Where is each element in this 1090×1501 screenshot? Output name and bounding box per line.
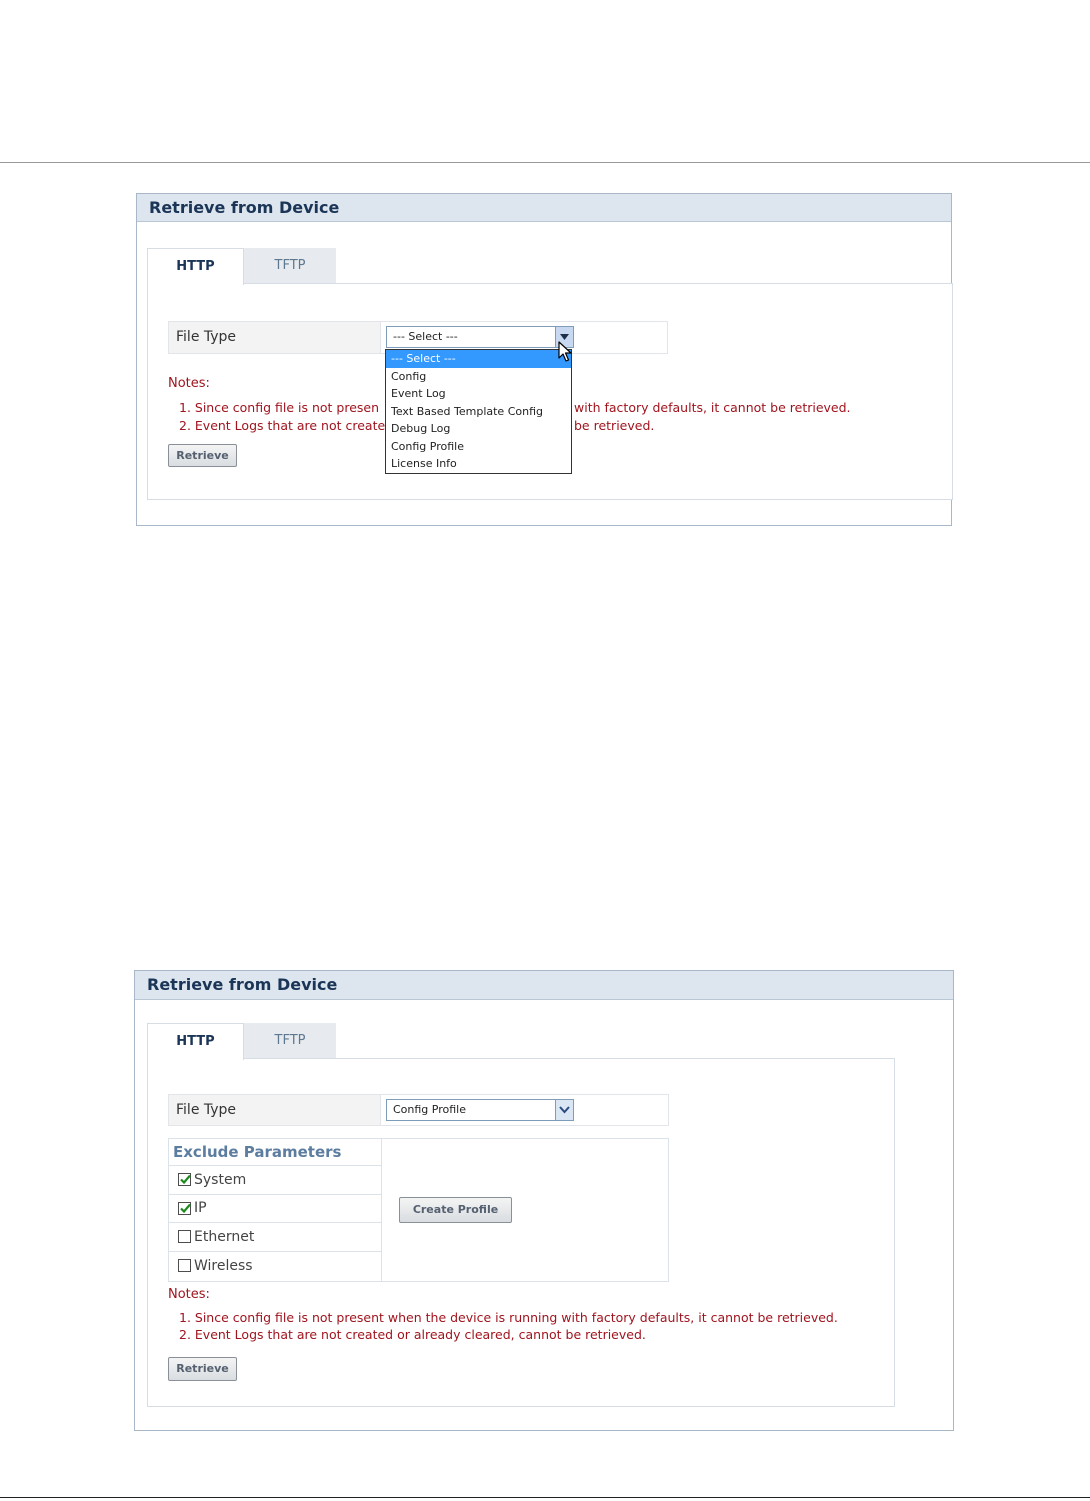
- exclude-item-ethernet[interactable]: [169, 1223, 381, 1252]
- dropdown-option[interactable]: Text Based Template Config: [391, 404, 543, 418]
- panel-title: Retrieve from Device: [137, 194, 951, 222]
- note-1-left: 1. Since config file is not presen: [179, 400, 380, 415]
- file-type-select[interactable]: [386, 326, 574, 348]
- file-type-label: File Type: [169, 1095, 381, 1125]
- exclude-parameters-box: [168, 1138, 669, 1282]
- retrieve-button[interactable]: Retrieve: [168, 1357, 237, 1381]
- tab-tftp[interactable]: TFTP: [244, 248, 336, 284]
- system-label: System: [194, 1171, 247, 1188]
- note-2-left: 2. Event Logs that are not create: [179, 418, 386, 433]
- select-value: --- Select ---: [393, 330, 458, 343]
- tab-http[interactable]: HTTP: [147, 1023, 244, 1060]
- exclude-item-ip[interactable]: [169, 1195, 381, 1224]
- file-type-row: [168, 1094, 669, 1126]
- panel-title: Retrieve from Device: [135, 971, 953, 1000]
- file-type-dropdown-list[interactable]: [385, 349, 572, 474]
- dropdown-option[interactable]: Event Log: [391, 387, 446, 400]
- retrieve-panel-config-profile: [134, 970, 954, 1431]
- checkmark-icon: [179, 1202, 192, 1215]
- exclude-parameters-title: Exclude Parameters: [169, 1139, 381, 1166]
- note-1-right: with factory defaults, it cannot be retrieved.: [574, 400, 851, 415]
- notes-title: Notes:: [168, 376, 210, 391]
- note-1: 1. Since config file is not present when the device is running with factory defaults, it cannot be retrieved.: [179, 1310, 838, 1325]
- ip-label: IP: [194, 1200, 207, 1217]
- chevron-down-icon[interactable]: [555, 1100, 573, 1120]
- top-divider: [0, 162, 1090, 163]
- exclude-item-wireless[interactable]: [169, 1252, 381, 1281]
- exclude-item-system[interactable]: [169, 1166, 381, 1195]
- mouse-cursor-icon: [558, 341, 572, 363]
- dropdown-option[interactable]: License Info: [391, 457, 457, 470]
- dropdown-option[interactable]: --- Select ---: [386, 350, 571, 368]
- select-value: Config Profile: [393, 1103, 466, 1116]
- exclude-parameters-list: [169, 1139, 382, 1281]
- ethernet-checkbox[interactable]: [178, 1230, 191, 1243]
- bottom-divider: [0, 1497, 1090, 1498]
- tab-http[interactable]: HTTP: [147, 248, 244, 285]
- wireless-checkbox[interactable]: [178, 1259, 191, 1272]
- ip-checkbox[interactable]: [178, 1202, 191, 1215]
- tab-tftp[interactable]: TFTP: [244, 1023, 336, 1059]
- note-2-right: be retrieved.: [574, 418, 655, 433]
- dropdown-option[interactable]: Config Profile: [391, 439, 464, 453]
- note-2: 2. Event Logs that are not created or already cleared, cannot be retrieved.: [179, 1327, 646, 1342]
- create-profile-button[interactable]: Create Profile: [399, 1197, 512, 1223]
- file-type-label: File Type: [169, 322, 381, 353]
- checkmark-icon: [179, 1173, 192, 1186]
- dropdown-option[interactable]: Debug Log: [391, 422, 451, 435]
- retrieve-panel-dropdown-open: [136, 193, 952, 526]
- notes-title: Notes:: [168, 1287, 210, 1302]
- wireless-label: Wireless: [194, 1257, 253, 1274]
- file-type-select[interactable]: [386, 1099, 574, 1121]
- retrieve-button[interactable]: Retrieve: [168, 444, 237, 467]
- system-checkbox[interactable]: [178, 1173, 191, 1186]
- tab-content: [147, 1058, 895, 1407]
- ethernet-label: Ethernet: [194, 1228, 255, 1245]
- dropdown-option[interactable]: Config: [391, 369, 427, 383]
